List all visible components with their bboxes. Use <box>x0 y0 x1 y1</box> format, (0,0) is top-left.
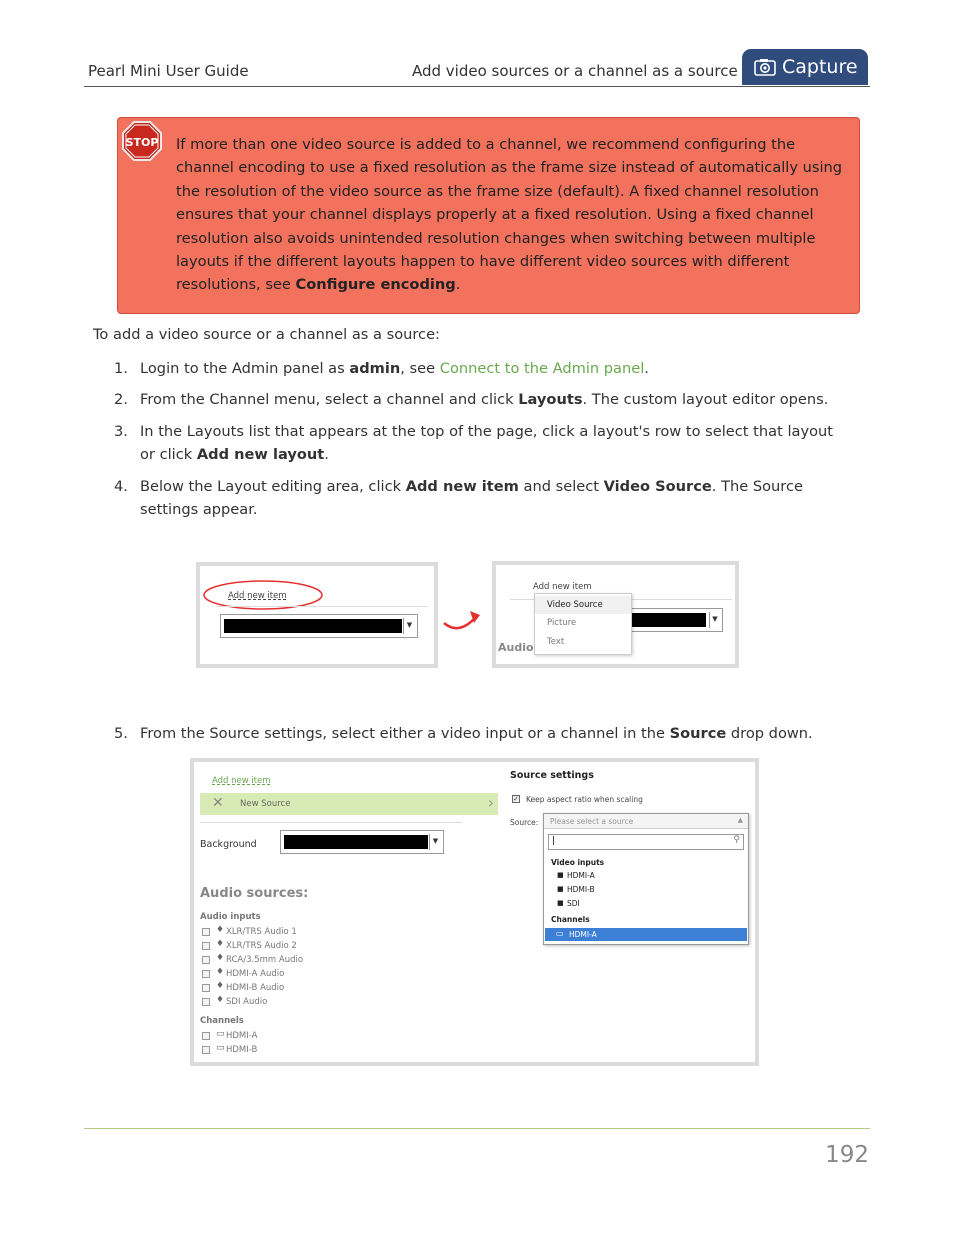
add-new-item-link[interactable]: Add new item <box>228 591 287 601</box>
microphone-icon: ♦ <box>216 925 225 935</box>
figure1-left-panel <box>196 562 438 668</box>
stop-sign-icon <box>122 121 162 161</box>
microphone-icon: ♦ <box>216 953 225 963</box>
keep-aspect-label: Keep aspect ratio when scaling <box>526 795 643 804</box>
video-camera-icon: ■ <box>557 871 564 879</box>
page-number: 192 <box>825 1142 869 1168</box>
intro-text: To add a video source or a channel as a source: <box>93 326 440 343</box>
checkbox[interactable] <box>202 998 210 1006</box>
checkbox[interactable] <box>202 928 210 936</box>
add-item-menu <box>534 593 632 655</box>
new-source-row[interactable] <box>200 793 498 815</box>
chevron-up-icon: ▲ <box>737 816 743 824</box>
connect-admin-link[interactable]: Connect to the Admin panel <box>439 360 645 377</box>
capture-tab-label: Capture <box>782 56 858 78</box>
source-dropdown[interactable]: ▼ <box>220 614 418 638</box>
microphone-icon: ♦ <box>216 967 225 977</box>
camera-icon <box>754 58 776 76</box>
checkbox[interactable] <box>202 942 210 950</box>
checkbox[interactable] <box>202 956 210 964</box>
add-new-item-link-2[interactable]: Add new item <box>533 582 592 592</box>
source-select-dropdown[interactable]: Please select a source ▲ | ⚲ Video inputs ■ HDMI-A ■ HDMI-B ■ SDI Channels ▭ HDMI-A <box>543 813 749 945</box>
new-source-label: New Source <box>240 799 291 809</box>
capture-tab <box>742 49 868 85</box>
monitor-icon: ▭ <box>216 1043 225 1053</box>
select-placeholder: Please select a source <box>550 817 634 826</box>
source-search-input[interactable]: | ⚲ <box>548 834 744 850</box>
checkbox[interactable] <box>202 1032 210 1040</box>
video-camera-icon: ■ <box>557 899 564 907</box>
audio-inputs-heading: Audio inputs <box>200 912 261 922</box>
checkbox[interactable] <box>202 1046 210 1054</box>
channels-heading: Channels <box>200 1016 244 1026</box>
menu-item-picture[interactable]: Picture <box>547 618 577 628</box>
menu-item-text[interactable]: Text <box>547 637 565 647</box>
arrow-icon <box>440 605 484 635</box>
checkbox[interactable] <box>202 984 210 992</box>
menu-item-video-source[interactable]: Video Source <box>535 596 631 614</box>
video-inputs-group: Video inputs <box>551 858 605 867</box>
checkbox[interactable] <box>202 970 210 978</box>
microphone-icon: ♦ <box>216 995 225 1005</box>
guide-title: Pearl Mini User Guide <box>88 62 249 80</box>
audio-label: Audio <box>498 641 534 654</box>
microphone-icon: ♦ <box>216 981 225 991</box>
svg-text:STOP: STOP <box>125 136 159 149</box>
source-label: Source: <box>510 818 539 827</box>
chevron-right-icon: › <box>487 793 494 812</box>
source-settings-title: Source settings <box>510 770 594 781</box>
background-dropdown[interactable]: ▼ <box>280 830 444 854</box>
background-label: Background <box>200 839 257 850</box>
video-camera-icon: ■ <box>557 885 564 893</box>
source-dropdown-2[interactable]: ▼ <box>626 608 723 632</box>
monitor-icon: ▭ <box>216 1029 225 1039</box>
header-rule <box>84 86 870 87</box>
close-icon[interactable]: ✕ <box>212 795 224 811</box>
search-icon: ⚲ <box>733 835 740 845</box>
audio-sources-heading: Audio sources: <box>200 886 309 901</box>
microphone-icon: ♦ <box>216 939 225 949</box>
keep-aspect-checkbox[interactable]: ✓ <box>513 795 519 803</box>
add-new-item-link-3[interactable]: Add new item <box>212 776 271 786</box>
monitor-icon: ▭ <box>556 929 564 938</box>
configure-encoding-link[interactable]: Configure encoding <box>295 276 456 294</box>
channel-option-hdmi-a[interactable]: ▭ HDMI-A <box>545 928 747 941</box>
warning-text: If more than one video source is added to a channel, we recommend configuring the channel encoding to use a fixed resolution as the frame size instead of automatically using the resolution of the video source as the frame size (default). A fixed channel resolution ensures that your channel displays properly at a fixed resolution. Using a fixed channel resolution also avoids unintended resolution changes when switching between multiple layouts if the different layouts happen to have different video sources with different resolutions, see Configure encoding. <box>176 136 843 294</box>
section-title: Add video sources or a channel as a source <box>412 62 738 80</box>
channels-group: Channels <box>551 915 590 924</box>
figure2-panel: Add new item ✕ New Source › Background ▼ Audio sources: Audio inputs ♦ XLR/TRS Audio 1 ♦ XLR/TRS Audio 2 ♦ RCA/3.5mm Audio ♦ HDMI-A Audio ♦ HDMI-B Audio ♦ SDI Audio Channels ▭ HDMI-A ▭ HDMI-B Source settings ✓ Keep aspect ratio when scaling Source: Please select a source ▲ | ⚲ Video inputs ■ HDMI-A ■ HDMI-B ■ SDI Channels ▭ HDMI-A <box>190 758 759 1066</box>
figure1-right-panel <box>492 561 739 668</box>
footer-rule <box>84 1128 870 1129</box>
